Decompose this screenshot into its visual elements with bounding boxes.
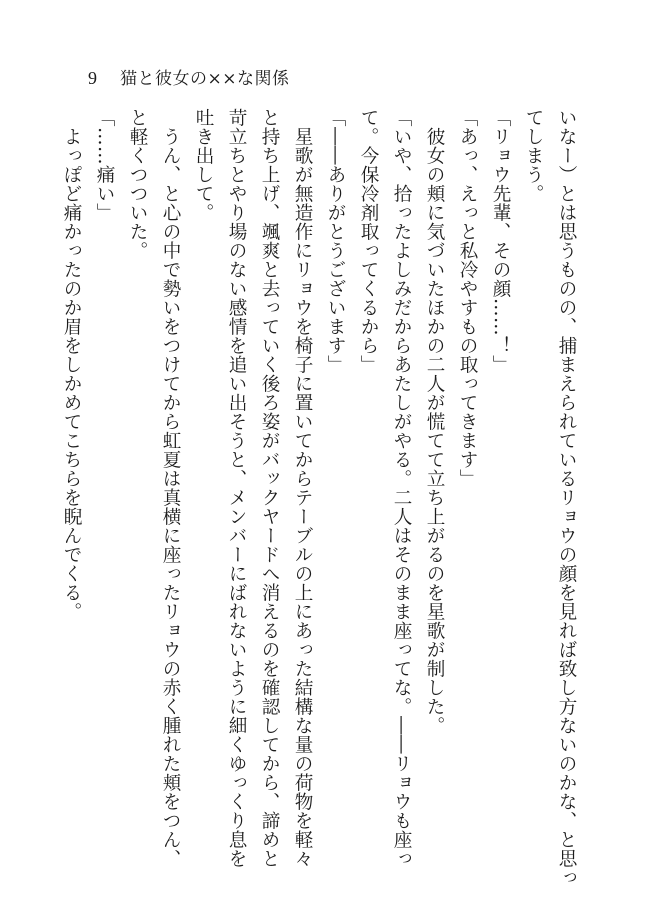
running-header [88,64,290,89]
text-line: いなー）とは思うものの、捕まえられているリョウの顔を見れば致し方ないのかな、と思っ [556,108,577,887]
text-line: 「リョウ先輩、その顔……！」 [490,108,511,374]
text-line: よっぽど痛かったのか眉をしかめてこちらを睨んでくる。 [61,108,82,621]
text-line: うん、と心の中で勢いをつけてから虹夏は真横に座ったリョウの赤く腫れた頬をつん、 [160,108,181,868]
text-line: 星歌が無造作にリョウを椅子に置いてからテーブルの上にあった結構な量の荷物を軽々 [292,108,313,868]
text-line: 「いや、拾ったよしみだからあたしがやる。二人はそのまま座ってな。――リョウも座っ [391,108,412,868]
text-line: と軽くつついた。 [127,108,148,260]
text-line: 「――ありがとうございます」 [325,108,346,374]
vertical-body-text [61,108,583,887]
text-line: てしまう。 [523,108,544,203]
text-line: 彼女の頬に気づいたほかの二人が慌てて立ち上がるのを星歌が制した。 [424,108,445,735]
text-line: て。今保冷剤取ってくるから」 [358,108,379,374]
chapter-title: 猫と彼女の××な関係 [120,69,290,89]
text-line: 苛立ちとやり場のない感情を追い出そうと、メンバーにばれないように細くゆっくり息を [226,108,247,868]
text-line: 吐き出して。 [193,108,214,222]
text-line: 「……痛い」 [94,108,115,222]
page-number: 9 [88,68,98,88]
text-line: 「あっ、えっと私冷やすもの取ってきます」 [457,108,478,488]
text-line: と持ち上げ、颯爽と去っていく後ろ姿がバックヤードへ消えるのを確認してから、諦めと [259,108,280,868]
